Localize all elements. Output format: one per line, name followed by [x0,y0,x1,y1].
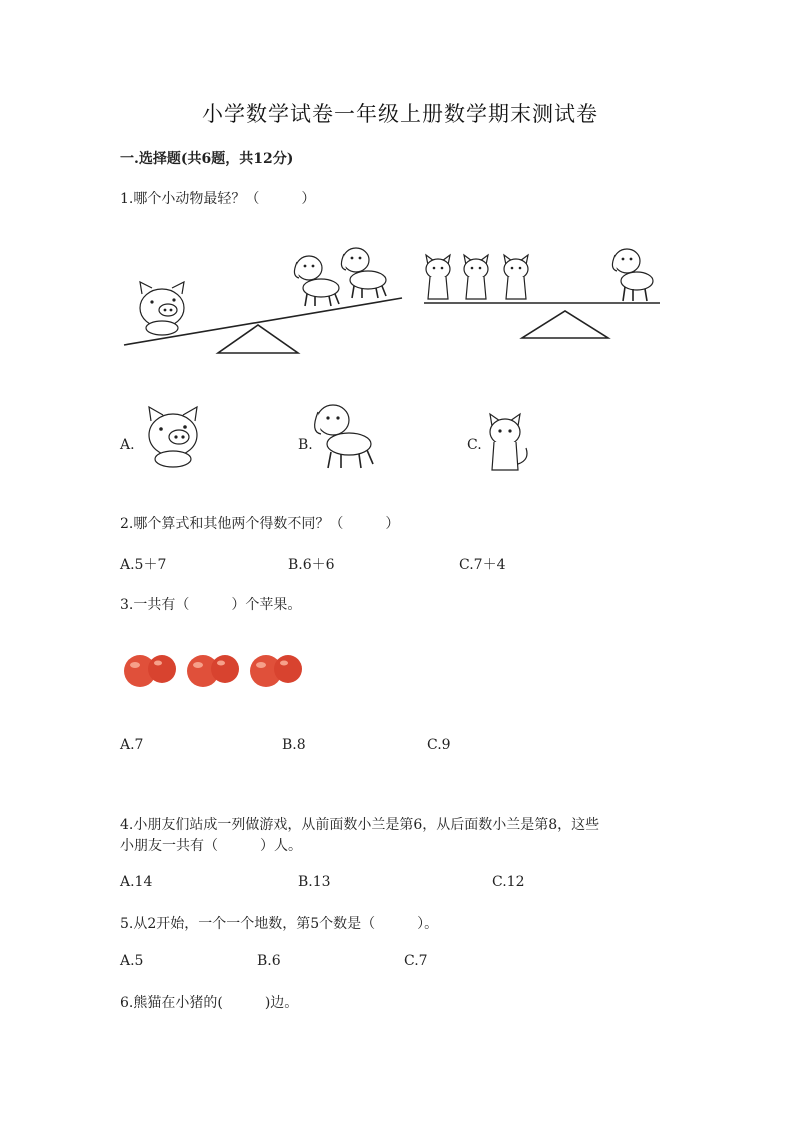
pig-icon [145,405,205,470]
question-5-stem: 5.从2开始，一个一个地数，第5个数是（ ）。 [120,916,439,932]
question-2-stem: 2.哪个算式和其他两个得数不同？（ ） [120,516,400,532]
seesaw-right-illustration [418,245,668,345]
apple-pair-icon [124,655,176,687]
q1-option-b[interactable]: B. [298,437,313,453]
cat-icon [426,255,450,299]
question-6-stem: 6.熊猫在小猪的( )边。 [120,995,299,1011]
section-heading: 一.选择题(共6题，共12分) [120,151,294,167]
q3-option-b[interactable]: B.8 [282,737,306,753]
pig-icon [140,282,184,335]
q5-option-a[interactable]: A.5 [120,953,144,969]
q5-option-b[interactable]: B.6 [257,953,281,969]
page-title: 小学数学试卷一年级上册数学期末测试卷 [202,102,598,126]
q1-option-a[interactable]: A. [120,437,135,453]
q1-option-c[interactable]: C. [467,437,482,453]
q2-option-c[interactable]: C.7＋4 [459,557,506,573]
q4-option-a[interactable]: A.14 [120,874,153,890]
cat-icon [504,255,528,299]
q2-option-b[interactable]: B.6＋6 [288,557,335,573]
q2-option-a[interactable]: A.5＋7 [120,557,167,573]
q3-option-a[interactable]: A.7 [120,737,144,753]
apple-pair-icon [187,655,239,687]
q5-option-c[interactable]: C.7 [404,953,428,969]
cat-icon [464,255,488,299]
q3-option-c[interactable]: C.9 [427,737,451,753]
dog-icon [313,402,383,472]
question-4-stem-line2: 小朋友一共有（ ）人。 [120,838,302,854]
cat-icon [484,408,534,474]
seesaw-left-illustration [118,240,418,360]
dog-icon [294,256,339,306]
apple-pair-icon [250,655,302,687]
question-1-stem: 1.哪个小动物最轻？（ ） [120,191,316,207]
dog-icon [612,249,653,301]
question-4-stem-line1: 4.小朋友们站成一列做游戏，从前面数小兰是第6，从后面数小兰是第8，这些 [120,817,600,833]
q4-option-b[interactable]: B.13 [298,874,331,890]
q4-option-c[interactable]: C.12 [492,874,525,890]
dog-icon [341,248,386,298]
question-3-stem: 3.一共有（ ）个苹果。 [120,597,302,613]
apples-illustration [121,647,307,691]
